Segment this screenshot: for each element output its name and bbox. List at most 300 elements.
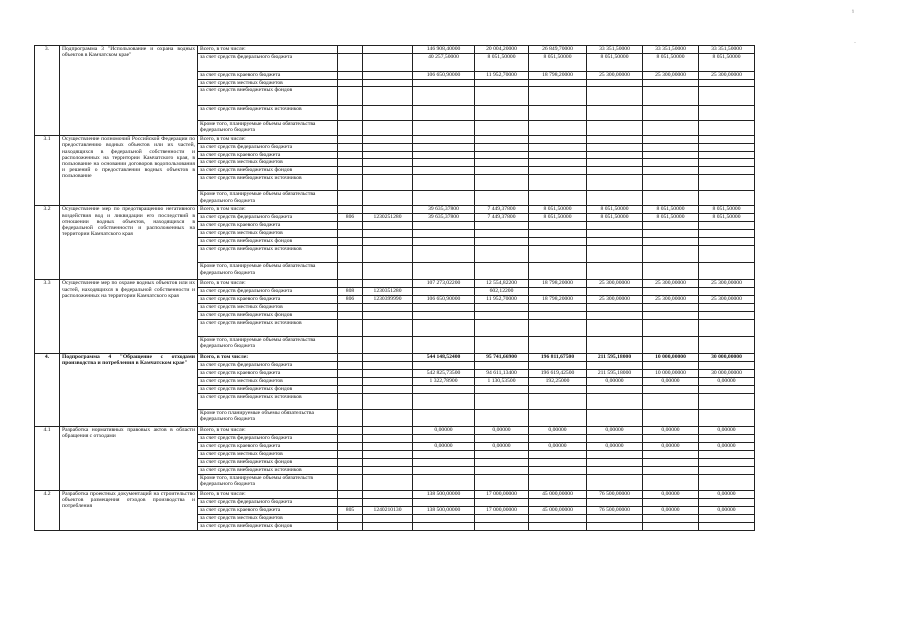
amount-cell: 0,00000	[475, 442, 529, 450]
kcsr-code	[363, 230, 413, 238]
amount-cell: 196 619,42500	[529, 369, 587, 377]
grbs-code	[338, 238, 363, 246]
amount-cell	[475, 319, 529, 336]
amount-cell: 30 000,00000	[699, 369, 755, 377]
grbs-code	[338, 54, 363, 72]
funding-source: за счет средств федерального бюджета	[198, 214, 338, 222]
amount-cell	[475, 175, 529, 191]
amount-cell	[587, 466, 643, 474]
amount-cell	[587, 319, 643, 336]
kcsr-code	[363, 385, 413, 393]
amount-cell	[413, 167, 475, 175]
kcsr-code	[363, 466, 413, 474]
amount-cell: 10 000,00000	[643, 353, 699, 361]
amount-cell: 8 051,50000	[529, 54, 587, 72]
amount-cell	[587, 121, 643, 136]
kcsr-code	[363, 369, 413, 377]
table-row	[35, 426, 811, 434]
amount-cell	[699, 474, 755, 490]
amount-cell	[587, 434, 643, 442]
funding-source: за счет средств краевого бюджета	[198, 72, 338, 80]
amount-cell	[475, 409, 529, 426]
amount-cell	[643, 450, 699, 458]
kcsr-code	[363, 263, 413, 280]
kcsr-code	[363, 514, 413, 522]
grbs-code	[338, 144, 363, 152]
amount-cell	[699, 458, 755, 466]
amount-cell: 0,00000	[699, 377, 755, 385]
amount-cell: 106 650,90000	[413, 72, 475, 80]
amount-cell	[413, 458, 475, 466]
amount-cell	[475, 191, 529, 206]
amount-cell: 18 798,20000	[529, 72, 587, 80]
table-row	[35, 490, 811, 498]
amount-cell	[413, 434, 475, 442]
amount-cell: 544 148,52400	[413, 353, 475, 361]
kcsr-code	[363, 409, 413, 426]
amount-cell: 25 300,00000	[699, 296, 755, 304]
amount-cell	[643, 159, 699, 167]
amount-cell: 0,00000	[643, 377, 699, 385]
amount-cell	[475, 311, 529, 319]
amount-cell	[475, 238, 529, 246]
amount-cell	[413, 87, 475, 106]
funding-source: за счет средств внебюджетных фондов	[198, 458, 338, 466]
amount-cell	[643, 288, 699, 296]
amount-cell	[643, 246, 699, 263]
amount-cell	[643, 87, 699, 106]
amount-cell	[475, 222, 529, 230]
funding-source: за счет средств местных бюджетов	[198, 514, 338, 522]
amount-cell	[413, 238, 475, 246]
amount-cell	[413, 385, 475, 393]
amount-cell	[529, 458, 587, 466]
amount-cell	[699, 175, 755, 191]
kcsr-code	[363, 87, 413, 106]
kcsr-code	[363, 361, 413, 369]
grbs-code	[338, 106, 363, 121]
kcsr-code	[363, 159, 413, 167]
kcsr-code: 1230399990	[363, 296, 413, 304]
grbs-code	[338, 80, 363, 87]
kcsr-code	[363, 474, 413, 490]
amount-cell	[643, 522, 699, 530]
amount-cell: 40 257,50000	[413, 54, 475, 72]
amount-cell	[475, 434, 529, 442]
amount-cell: 8 051,50000	[699, 214, 755, 222]
grbs-code	[338, 246, 363, 263]
grbs-code	[338, 490, 363, 498]
grbs-code	[338, 46, 363, 54]
kcsr-code	[363, 490, 413, 498]
amount-cell	[699, 106, 755, 121]
amount-cell	[587, 361, 643, 369]
margin-mark: ¹	[852, 10, 854, 16]
amount-cell	[475, 498, 529, 506]
amount-cell: 8 051,50000	[587, 206, 643, 214]
amount-cell: 95 741,66900	[475, 353, 529, 361]
amount-cell	[587, 288, 643, 296]
kcsr-code	[363, 426, 413, 434]
amount-cell	[529, 311, 587, 319]
amount-cell	[643, 466, 699, 474]
amount-cell	[587, 304, 643, 311]
amount-cell	[587, 450, 643, 458]
amount-cell: 211 595,18000	[587, 369, 643, 377]
funding-source: за счет средств федерального бюджета	[198, 144, 338, 152]
amount-cell	[643, 167, 699, 175]
amount-cell	[413, 230, 475, 238]
amount-cell	[413, 288, 475, 296]
amount-cell: 7 449,37800	[475, 206, 529, 214]
grbs-code: 806	[338, 296, 363, 304]
amount-cell: 211 595,18000	[587, 353, 643, 361]
amount-cell: 0,00000	[587, 426, 643, 434]
item-number: 4.2	[35, 490, 60, 530]
kcsr-code	[363, 450, 413, 458]
table-row	[35, 353, 811, 361]
grbs-code	[338, 393, 363, 409]
amount-cell	[643, 304, 699, 311]
amount-cell: 8 051,50000	[587, 214, 643, 222]
amount-cell	[529, 152, 587, 159]
amount-cell	[587, 167, 643, 175]
grbs-code	[338, 159, 363, 167]
item-number: 3.3	[35, 280, 60, 353]
grbs-code	[338, 474, 363, 490]
amount-cell	[587, 238, 643, 246]
amount-cell	[413, 304, 475, 311]
funding-source: за счет средств краевого бюджета	[198, 442, 338, 450]
kcsr-code	[363, 353, 413, 361]
grbs-code	[338, 263, 363, 280]
kcsr-code	[363, 319, 413, 336]
amount-cell: 0,00000	[529, 442, 587, 450]
funding-source: за счет средств внебюджетных фондов	[198, 522, 338, 530]
amount-cell	[643, 191, 699, 206]
amount-cell	[699, 498, 755, 506]
amount-cell	[587, 409, 643, 426]
amount-cell	[475, 87, 529, 106]
funding-source: за счет средств местных бюджетов	[198, 159, 338, 167]
amount-cell	[699, 450, 755, 458]
amount-cell	[529, 361, 587, 369]
funding-source: Кроме того, планируемые объемы обязательств федерального бюджета	[198, 474, 338, 490]
amount-cell	[413, 409, 475, 426]
amount-cell	[475, 385, 529, 393]
amount-cell: 8 051,50000	[699, 54, 755, 72]
amount-cell	[413, 522, 475, 530]
grbs-code	[338, 426, 363, 434]
amount-cell	[643, 336, 699, 353]
grbs-code	[338, 353, 363, 361]
amount-cell	[529, 136, 587, 144]
amount-cell	[529, 466, 587, 474]
amount-cell	[587, 311, 643, 319]
amount-cell	[699, 393, 755, 409]
amount-cell	[529, 87, 587, 106]
table-row	[35, 280, 811, 288]
amount-cell	[529, 393, 587, 409]
amount-cell	[699, 361, 755, 369]
amount-cell: 138 500,00000	[413, 506, 475, 514]
funding-source: Всего, в том числе:	[198, 490, 338, 498]
amount-cell	[475, 246, 529, 263]
funding-source: за счет средств внебюджетных источников	[198, 393, 338, 409]
amount-cell: 10 000,00000	[643, 369, 699, 377]
amount-cell	[587, 458, 643, 466]
kcsr-code: 1230251280	[363, 214, 413, 222]
amount-cell	[587, 106, 643, 121]
amount-cell	[643, 385, 699, 393]
funding-source: за счет средств федерального бюджета	[198, 361, 338, 369]
amount-cell	[699, 222, 755, 230]
budget-table	[34, 45, 811, 531]
funding-source: за счет средств внебюджетных фондов	[198, 311, 338, 319]
amount-cell	[587, 222, 643, 230]
grbs-code	[338, 136, 363, 144]
amount-cell	[413, 222, 475, 230]
grbs-code	[338, 121, 363, 136]
grbs-code	[338, 175, 363, 191]
grbs-code	[338, 498, 363, 506]
amount-cell	[413, 361, 475, 369]
funding-source: Кроме того планируемые объемы обязательства федерального бюджета	[198, 409, 338, 426]
amount-cell	[529, 434, 587, 442]
kcsr-code	[363, 46, 413, 54]
amount-cell: 11 952,70000	[475, 72, 529, 80]
amount-cell: 8 051,50000	[643, 206, 699, 214]
kcsr-code	[363, 72, 413, 80]
kcsr-code	[363, 175, 413, 191]
amount-cell: 45 000,00000	[529, 490, 587, 498]
grbs-code	[338, 230, 363, 238]
amount-cell: 146 908,40000	[413, 46, 475, 54]
amount-cell: 8 051,50000	[475, 54, 529, 72]
amount-cell: 1 322,78900	[413, 377, 475, 385]
item-name: Осуществление мер по охране водных объектов или их частей, находящихся в федеральной собственности и расположенных на территории Камчатского края	[60, 280, 198, 353]
grbs-code	[338, 311, 363, 319]
amount-cell	[475, 144, 529, 152]
amount-cell	[643, 458, 699, 466]
amount-cell	[699, 87, 755, 106]
amount-cell: 25 300,00000	[587, 72, 643, 80]
amount-cell	[529, 474, 587, 490]
item-number: 4.	[35, 353, 60, 426]
amount-cell	[587, 514, 643, 522]
grbs-code	[338, 377, 363, 385]
amount-cell	[643, 230, 699, 238]
amount-cell	[529, 385, 587, 393]
funding-source: за счет средств федерального бюджета	[198, 54, 338, 72]
amount-cell	[413, 466, 475, 474]
amount-cell: 11 952,70000	[475, 296, 529, 304]
funding-source: Кроме того, планируемые объемы обязательства федерального бюджета	[198, 336, 338, 353]
amount-cell	[587, 263, 643, 280]
amount-cell: 0,00000	[643, 506, 699, 514]
grbs-code	[338, 167, 363, 175]
kcsr-code	[363, 377, 413, 385]
amount-cell	[529, 144, 587, 152]
amount-cell: 196 811,67500	[529, 353, 587, 361]
funding-source: Всего, в том числе:	[198, 426, 338, 434]
kcsr-code	[363, 144, 413, 152]
amount-cell: 17 000,00000	[475, 490, 529, 498]
amount-cell	[475, 230, 529, 238]
amount-cell	[699, 246, 755, 263]
item-name: Подпрограмма 3 "Использование и охрана водных объектов в Камчатском крае"	[60, 46, 198, 136]
table-row	[35, 136, 811, 144]
amount-cell	[587, 152, 643, 159]
funding-source: за счет средств краевого бюджета	[198, 296, 338, 304]
amount-cell	[475, 474, 529, 490]
funding-source: за счет средств внебюджетных фондов	[198, 238, 338, 246]
amount-cell	[699, 159, 755, 167]
amount-cell: 0,00000	[587, 377, 643, 385]
grbs-code	[338, 87, 363, 106]
amount-cell: 1 130,53500	[475, 377, 529, 385]
amount-cell	[643, 514, 699, 522]
amount-cell	[413, 159, 475, 167]
amount-cell: 18 798,20000	[529, 280, 587, 288]
amount-cell: 25 300,00000	[587, 296, 643, 304]
amount-cell	[643, 222, 699, 230]
amount-cell	[413, 393, 475, 409]
grbs-code	[338, 385, 363, 393]
amount-cell: 0,00000	[699, 490, 755, 498]
amount-cell	[587, 474, 643, 490]
kcsr-code	[363, 152, 413, 159]
kcsr-code	[363, 222, 413, 230]
kcsr-code: 1240210130	[363, 506, 413, 514]
amount-cell: 25 300,00000	[643, 280, 699, 288]
funding-source: Всего, в том числе:	[198, 353, 338, 361]
kcsr-code	[363, 442, 413, 450]
amount-cell	[699, 238, 755, 246]
amount-cell	[475, 458, 529, 466]
funding-source: за счет средств краевого бюджета	[198, 152, 338, 159]
amount-cell: 25 300,00000	[643, 296, 699, 304]
amount-cell	[413, 311, 475, 319]
kcsr-code	[363, 304, 413, 311]
amount-cell	[643, 80, 699, 87]
item-name: Подпрограмма 4 "Обращение с отходами производства и потребления в Камчатском крае"	[60, 353, 198, 426]
grbs-code	[338, 222, 363, 230]
amount-cell	[475, 167, 529, 175]
item-name: Разработка нормативных правовых актов в области обращения с отходами	[60, 426, 198, 490]
grbs-code	[338, 191, 363, 206]
funding-source: Кроме того, планируемые объемы обязательства федерального бюджета	[198, 191, 338, 206]
amount-cell	[699, 319, 755, 336]
grbs-code	[338, 336, 363, 353]
amount-cell	[413, 80, 475, 87]
amount-cell: 0,00000	[699, 442, 755, 450]
amount-cell: 33 351,50000	[587, 46, 643, 54]
margin-mark: ·	[854, 40, 856, 46]
amount-cell	[643, 106, 699, 121]
amount-cell: 8 051,50000	[529, 206, 587, 214]
amount-cell	[529, 121, 587, 136]
amount-cell	[699, 466, 755, 474]
amount-cell: 39 635,37800	[413, 214, 475, 222]
kcsr-code	[363, 167, 413, 175]
amount-cell	[699, 121, 755, 136]
table-row	[35, 46, 811, 54]
amount-cell	[413, 136, 475, 144]
amount-cell	[475, 393, 529, 409]
amount-cell: 25 300,00000	[587, 280, 643, 288]
amount-cell	[587, 87, 643, 106]
amount-cell	[413, 450, 475, 458]
amount-cell	[643, 311, 699, 319]
amount-cell	[475, 136, 529, 144]
amount-cell	[529, 336, 587, 353]
amount-cell: 0,00000	[643, 426, 699, 434]
item-number: 4.1	[35, 426, 60, 490]
amount-cell	[529, 230, 587, 238]
amount-cell: 0,00000	[699, 426, 755, 434]
grbs-code	[338, 434, 363, 442]
amount-cell	[413, 319, 475, 336]
amount-cell	[587, 144, 643, 152]
amount-cell	[529, 191, 587, 206]
amount-cell: 45 000,00000	[529, 506, 587, 514]
amount-cell	[529, 222, 587, 230]
item-number: 3.	[35, 46, 60, 136]
kcsr-code	[363, 280, 413, 288]
kcsr-code	[363, 246, 413, 263]
amount-cell	[529, 522, 587, 530]
funding-source: за счет средств федерального бюджета	[198, 498, 338, 506]
funding-source: за счет средств краевого бюджета	[198, 222, 338, 230]
kcsr-code	[363, 136, 413, 144]
funding-source: Всего, в том числе:	[198, 136, 338, 144]
grbs-code	[338, 409, 363, 426]
grbs-code	[338, 304, 363, 311]
amount-cell	[529, 175, 587, 191]
amount-cell: 25 300,00000	[699, 280, 755, 288]
amount-cell	[529, 450, 587, 458]
amount-cell	[529, 246, 587, 263]
amount-cell	[643, 361, 699, 369]
item-number: 3.2	[35, 206, 60, 280]
amount-cell: 25 300,00000	[643, 72, 699, 80]
amount-cell	[587, 246, 643, 263]
funding-source: за счет средств федерального бюджета	[198, 288, 338, 296]
amount-cell: 106 650,90000	[413, 296, 475, 304]
kcsr-code	[363, 121, 413, 136]
amount-cell: 76 500,00000	[587, 490, 643, 498]
amount-cell	[587, 498, 643, 506]
amount-cell: 7 449,37800	[475, 214, 529, 222]
kcsr-code	[363, 522, 413, 530]
amount-cell	[475, 121, 529, 136]
amount-cell	[643, 434, 699, 442]
funding-source: за счет средств местных бюджетов	[198, 304, 338, 311]
amount-cell	[475, 304, 529, 311]
grbs-code	[338, 72, 363, 80]
amount-cell	[413, 514, 475, 522]
amount-cell	[643, 393, 699, 409]
amount-cell	[699, 522, 755, 530]
amount-cell	[643, 409, 699, 426]
amount-cell: 18 798,20000	[529, 296, 587, 304]
funding-source: за счет средств краевого бюджета	[198, 369, 338, 377]
kcsr-code	[363, 106, 413, 121]
amount-cell: 0,00000	[643, 490, 699, 498]
grbs-code	[338, 361, 363, 369]
amount-cell	[475, 159, 529, 167]
